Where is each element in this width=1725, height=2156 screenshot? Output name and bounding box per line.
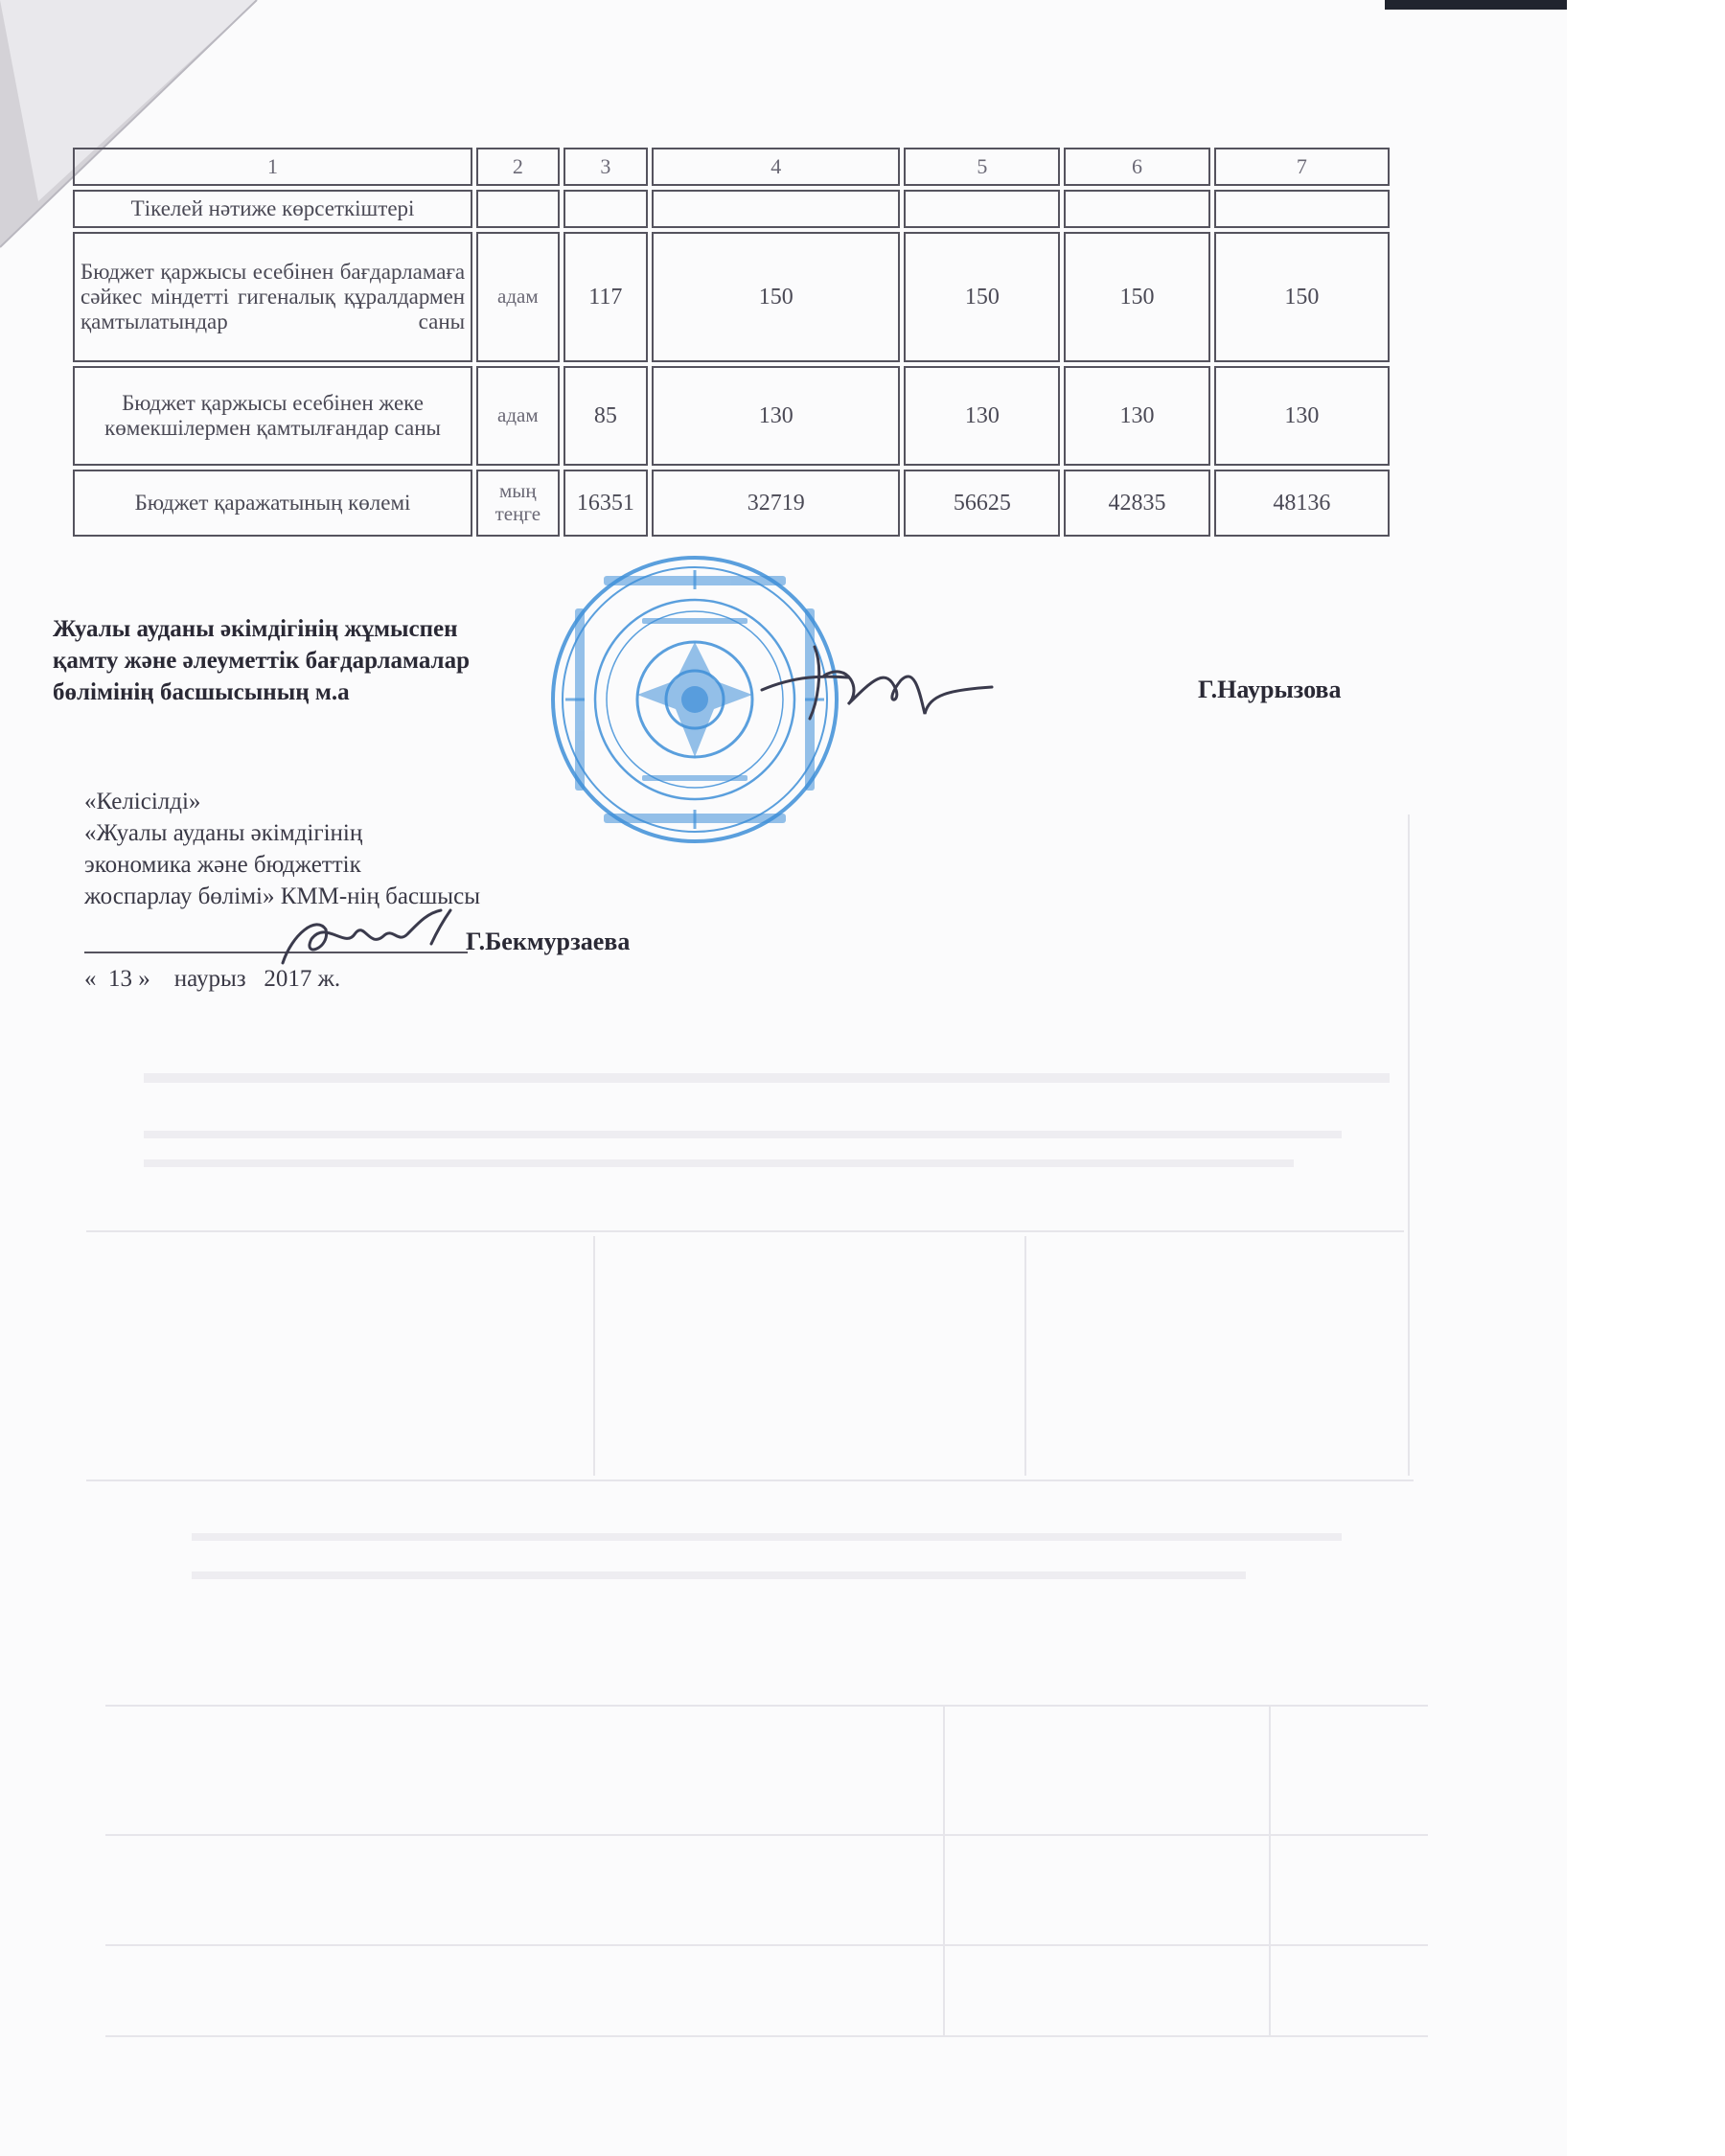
header-cell: 3 <box>564 148 649 186</box>
table-row <box>73 366 1390 466</box>
header-cell: 4 <box>652 148 900 186</box>
indicator-name: Бюджет қаржысы есебінен жеке көмекшілермен қамтылғандар саны <box>73 366 472 466</box>
section-title: Тікелей нәтиже көрсеткіштері <box>73 190 472 228</box>
section-row <box>73 190 1390 228</box>
empty-cell <box>652 190 900 228</box>
value-cell: 150 <box>1064 232 1210 362</box>
table-row <box>73 470 1390 537</box>
empty-cell <box>476 190 559 228</box>
indicator-unit: адам <box>476 232 559 362</box>
value-cell: 32719 <box>652 470 900 537</box>
header-cell: 7 <box>1214 148 1390 186</box>
value-cell: 48136 <box>1214 470 1390 537</box>
table-row <box>73 232 1390 362</box>
empty-cell <box>904 190 1060 228</box>
empty-cell <box>1064 190 1210 228</box>
value-cell: 56625 <box>904 470 1060 537</box>
signatory-title-line: Жуалы ауданы әкімдігінің жұмыспен <box>53 616 458 642</box>
value-cell: 117 <box>564 232 649 362</box>
agreement-block <box>84 786 480 912</box>
value-cell: 130 <box>652 366 900 466</box>
indicator-name: Бюджет қаржысы есебінен бағдарламаға сәйкес міндетті гигеналық құралдармен қамтылатындар саны <box>73 232 472 362</box>
agreement-line: «Келісілді» <box>84 789 201 814</box>
agreement-date: « 13 » наурыз 2017 ж. <box>84 966 341 992</box>
header-cell: 6 <box>1064 148 1210 186</box>
signature-mark <box>273 906 474 977</box>
value-cell: 130 <box>1064 366 1210 466</box>
indicator-name: Бюджет қаражатының көлемі <box>73 470 472 537</box>
value-cell: 150 <box>652 232 900 362</box>
value-cell: 85 <box>564 366 649 466</box>
indicator-unit: адам <box>476 366 559 466</box>
indicators-table-container <box>69 144 1393 540</box>
header-cell: 2 <box>476 148 559 186</box>
value-cell: 130 <box>1214 366 1390 466</box>
empty-cell <box>1214 190 1390 228</box>
signature-mark <box>757 637 997 728</box>
header-cell: 1 <box>73 148 472 186</box>
signatory-title-line: бөлімінің басшысының м.а <box>53 679 350 705</box>
signatory-title <box>53 613 676 708</box>
agreement-name: Г.Бекмурзаева <box>466 928 631 955</box>
signatory-name: Г.Наурызова <box>1198 676 1342 703</box>
indicator-unit: мың теңге <box>476 470 559 537</box>
value-cell: 42835 <box>1064 470 1210 537</box>
value-cell: 16351 <box>564 470 649 537</box>
signatory-title-line: қамту және әлеуметтік бағдарламалар <box>53 648 470 674</box>
table-header-row <box>73 148 1390 186</box>
agreement-line: «Жуалы ауданы әкімдігінің <box>84 820 363 846</box>
header-cell: 5 <box>904 148 1060 186</box>
indicators-table <box>69 144 1393 540</box>
agreement-line: жоспарлау бөлімі» КММ-нің басшысы <box>84 883 480 909</box>
value-cell: 150 <box>1214 232 1390 362</box>
empty-cell <box>564 190 649 228</box>
agreement-line: экономика және бюджеттік <box>84 852 361 878</box>
value-cell: 130 <box>904 366 1060 466</box>
value-cell: 150 <box>904 232 1060 362</box>
page-edge <box>1567 0 1725 2156</box>
